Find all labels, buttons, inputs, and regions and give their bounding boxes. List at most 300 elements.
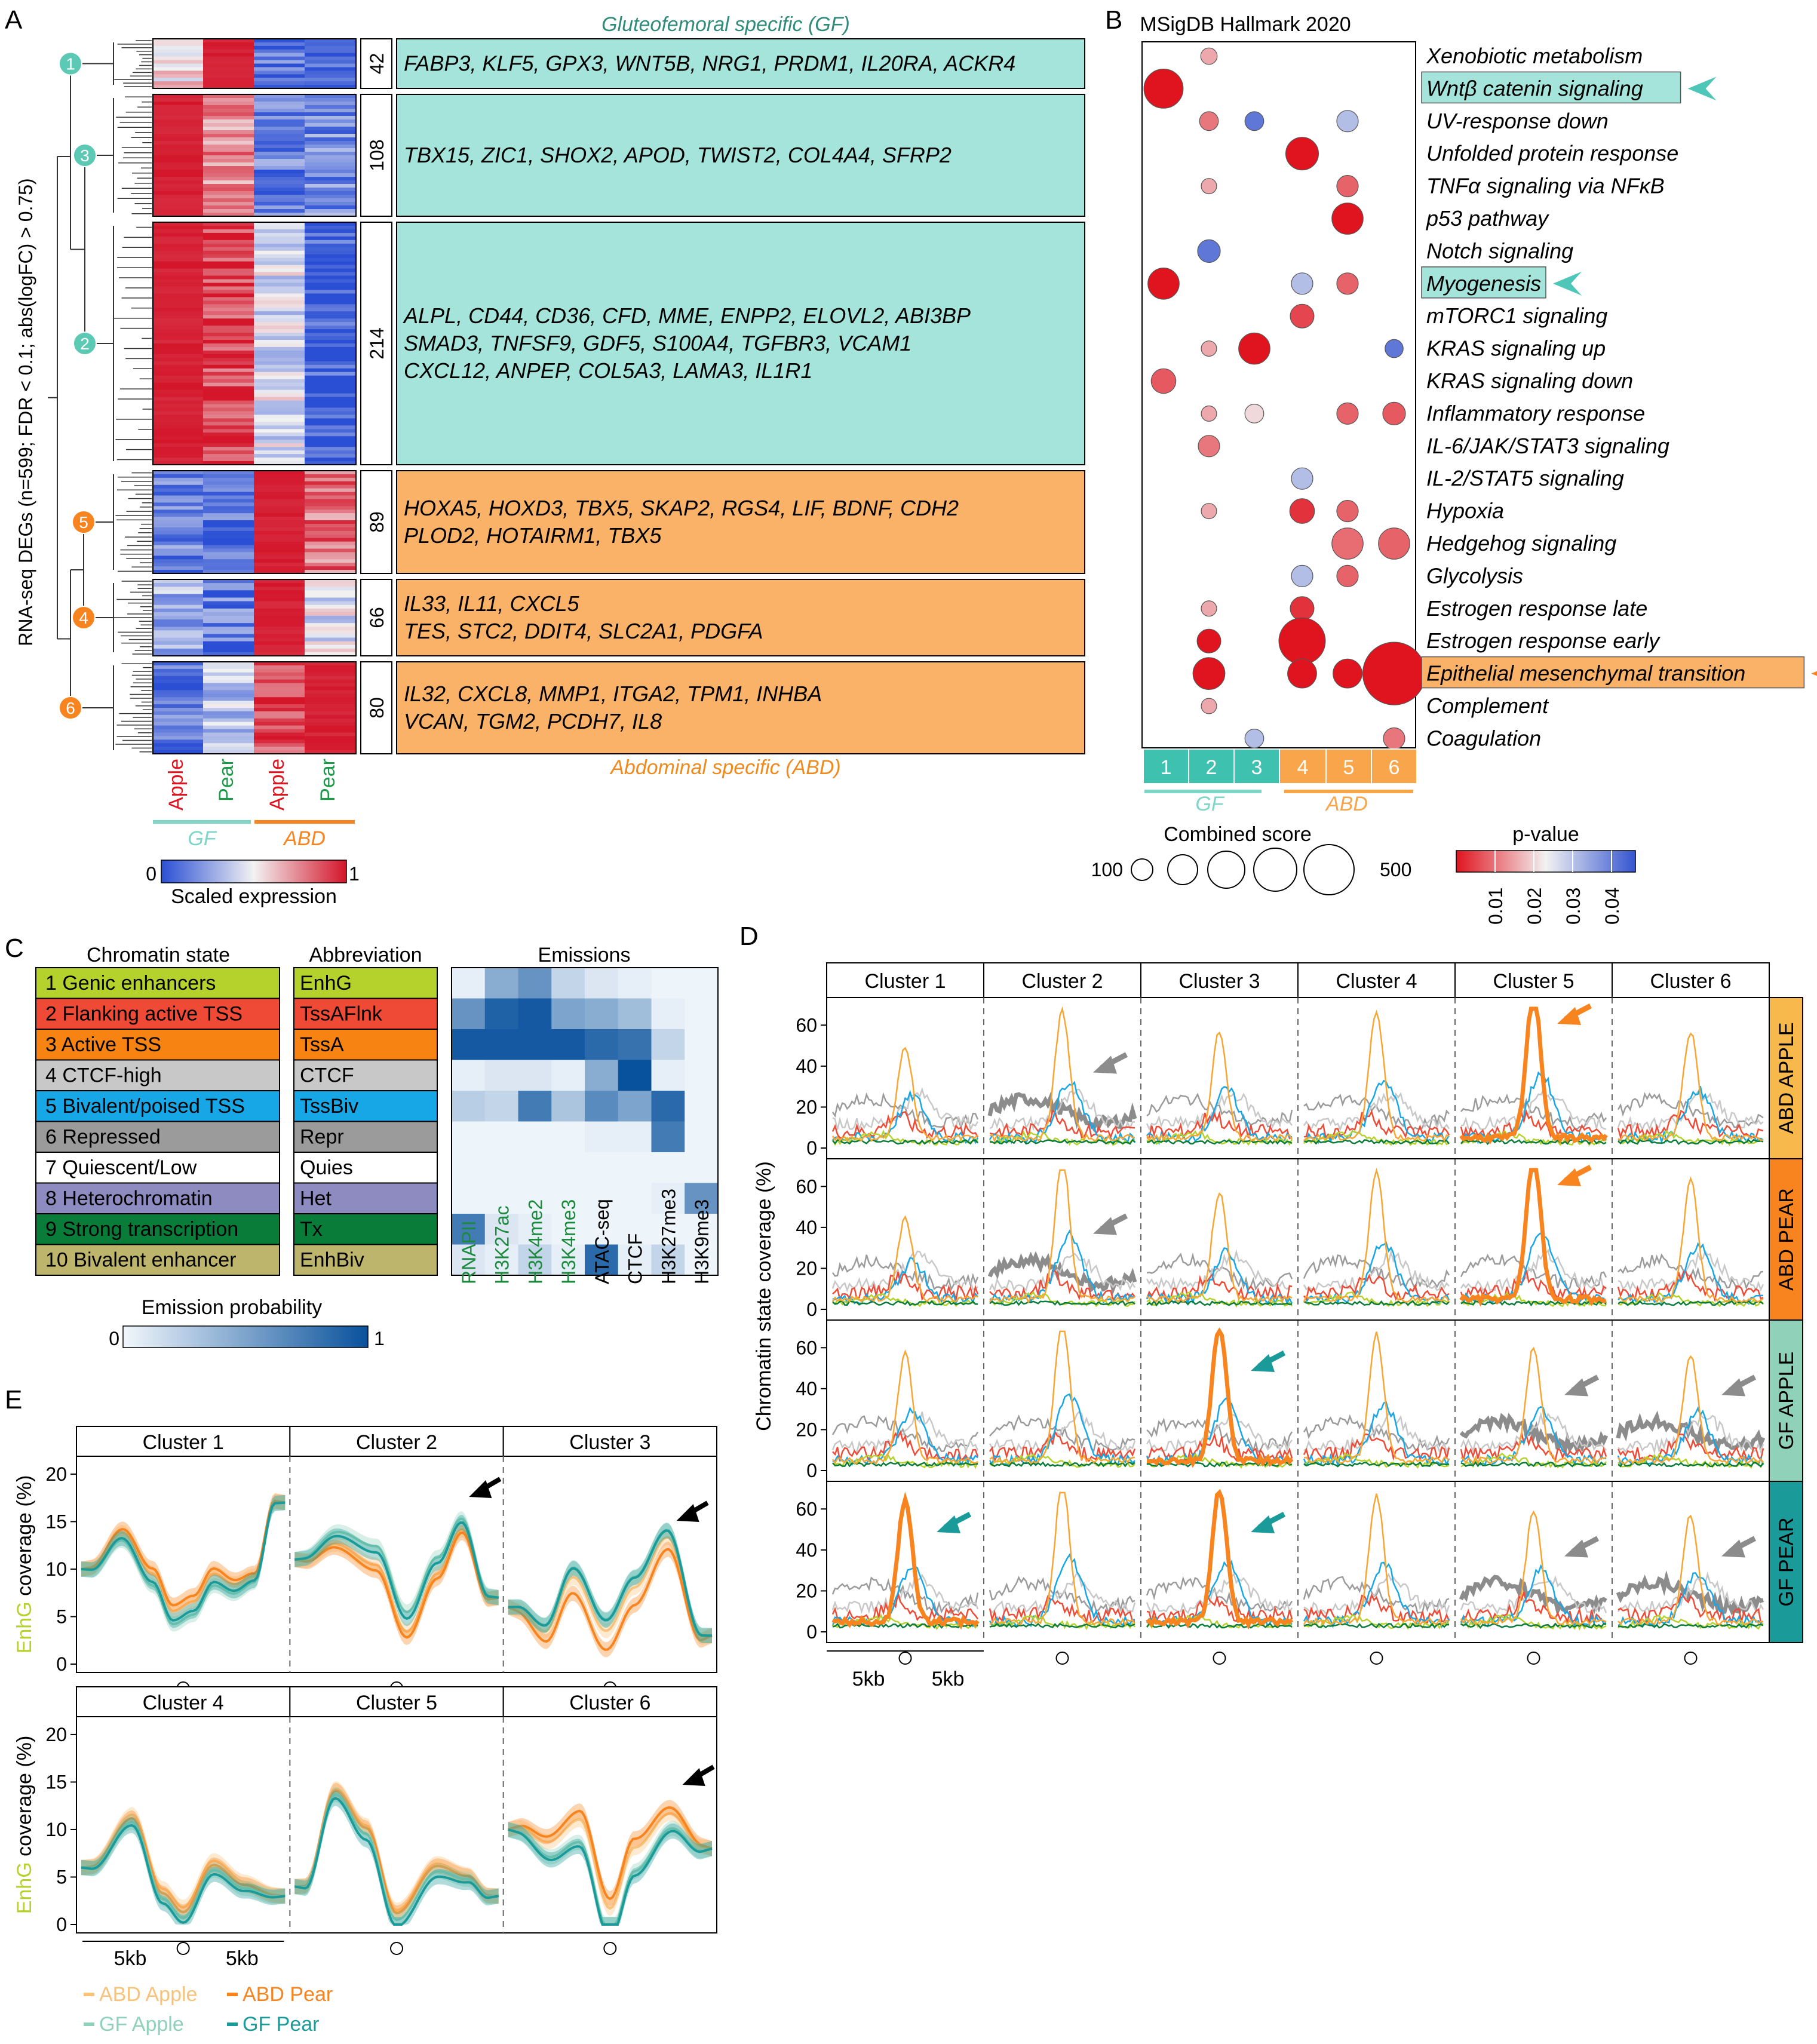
state-abbrev: TssBiv xyxy=(300,1095,359,1118)
heatmap-cell xyxy=(305,638,355,642)
heatmap-cell xyxy=(305,538,355,542)
heatmap-cell xyxy=(305,280,355,284)
heatmap-cell xyxy=(305,283,355,287)
heatmap-cell xyxy=(203,148,254,152)
heatmap-cell xyxy=(254,645,305,649)
coverage-line-ctcf xyxy=(990,1573,1135,1612)
panel-letter-d: D xyxy=(739,922,759,951)
heatmap-cell xyxy=(203,226,254,230)
heatmap-cell xyxy=(254,701,305,705)
heatmap-cell xyxy=(153,605,204,609)
heatmap-cell xyxy=(305,485,355,489)
heatmap-cell xyxy=(305,70,355,75)
heatmap-cell xyxy=(305,609,355,613)
heatmap-cell xyxy=(254,365,305,369)
heatmap-cell xyxy=(203,440,254,444)
emission-cell xyxy=(452,999,485,1030)
pathway-label: UV-response down xyxy=(1426,108,1609,133)
heatmap-cell xyxy=(153,340,204,344)
heatmap-cell xyxy=(203,545,254,550)
heatmap-cell xyxy=(305,286,355,290)
heatmap-cell xyxy=(203,173,254,177)
coverage-line-tssbiv xyxy=(1461,1566,1606,1626)
heatmap-cell xyxy=(305,429,355,433)
heatmap-cell xyxy=(203,510,254,514)
heatmap-cell xyxy=(305,112,355,116)
pathway-label: Complement xyxy=(1426,693,1549,718)
heatmap-cell xyxy=(254,739,305,744)
heatmap-cell xyxy=(254,559,305,563)
p-value-tick-label: 0.04 xyxy=(1601,887,1623,925)
heatmap-cell xyxy=(254,436,305,440)
heatmap-cell xyxy=(254,198,305,202)
emission-cell xyxy=(518,1060,552,1091)
heatmap-cell xyxy=(203,407,254,412)
cluster-header-label: Cluster 1 xyxy=(864,970,946,993)
heatmap-cell xyxy=(254,722,305,726)
heatmap-cell xyxy=(254,315,305,319)
heatmap-cell xyxy=(305,443,355,447)
heatmap-cell xyxy=(203,134,254,138)
heatmap-cell xyxy=(203,411,254,415)
cluster-header-label: Cluster 4 xyxy=(1336,970,1417,993)
heatmap-cell xyxy=(153,237,204,241)
enrichment-dot xyxy=(1363,642,1426,705)
pathway-label: TNFα signaling via NFκB xyxy=(1426,173,1665,198)
state-abbrev: Quies xyxy=(300,1156,353,1179)
heatmap-cell xyxy=(153,202,204,206)
state-abbrev: Tx xyxy=(300,1218,323,1241)
heatmap-cell xyxy=(254,159,305,163)
heatmap-cell xyxy=(203,123,254,127)
heatmap-cell xyxy=(153,422,204,426)
heatmap-cell xyxy=(254,638,305,642)
heatmap-cell xyxy=(254,415,305,419)
cluster-header-label: Cluster 2 xyxy=(1021,970,1103,993)
heatmap-cell xyxy=(203,481,254,486)
heatmap-cell xyxy=(254,597,305,601)
enrichment-dot xyxy=(1337,176,1358,197)
heatmap-cell xyxy=(305,623,355,627)
heatmap-cell xyxy=(254,697,305,701)
enrichment-dot xyxy=(1201,504,1217,519)
heatmap-cell xyxy=(203,616,254,620)
heatmap-cell xyxy=(203,701,254,705)
heatmap-cell xyxy=(153,722,204,726)
heatmap-cell xyxy=(203,686,254,690)
heatmap-cell xyxy=(153,46,204,50)
heatmap-cell xyxy=(153,74,204,78)
heatmap-cell xyxy=(203,322,254,326)
enrichment-dot xyxy=(1333,659,1362,688)
heatmap-cell xyxy=(153,78,204,82)
heatmap-cell xyxy=(305,743,355,747)
e-cluster-header-label: Cluster 3 xyxy=(569,1431,651,1454)
row-strip-label: GF APPLE xyxy=(1775,1351,1798,1450)
heatmap-cell xyxy=(153,736,204,740)
coverage-line-repr xyxy=(990,1094,1135,1128)
heatmap-cell xyxy=(203,432,254,437)
heatmap-cell xyxy=(153,563,204,567)
e-y-label-mark: EnhG xyxy=(13,1601,36,1654)
heatmap-cell xyxy=(254,594,305,598)
heatmap-cell xyxy=(203,209,254,213)
heatmap-cell xyxy=(203,60,254,65)
enrichment-dot xyxy=(1290,304,1314,328)
emission-max: 1 xyxy=(374,1328,385,1349)
heatmap-cell xyxy=(153,481,204,486)
heatmap-cell xyxy=(254,42,305,47)
heatmap-cell xyxy=(254,280,305,284)
heatmap-cell xyxy=(254,57,305,61)
emission-cell xyxy=(652,1152,685,1183)
e-y-label-rest: coverage (%) xyxy=(13,1475,36,1602)
heatmap-cell xyxy=(254,202,305,206)
gene-list-line: IL33, IL11, CXCL5 xyxy=(404,591,579,616)
pathway-label: KRAS signaling up xyxy=(1426,336,1606,361)
heatmap-cell xyxy=(254,340,305,344)
enrichment-dot xyxy=(1332,528,1363,559)
row-strip-label: GF PEAR xyxy=(1775,1517,1798,1607)
heatmap-cell xyxy=(153,542,204,546)
highlight-arrow xyxy=(1688,76,1717,100)
cluster-gene-boxes xyxy=(361,39,1085,754)
emission-cell xyxy=(685,1152,718,1183)
enrichment-dot xyxy=(1201,179,1217,194)
heatmap-cell xyxy=(203,283,254,287)
heatmap-cell xyxy=(254,336,305,340)
e-cluster-header-label: Cluster 5 xyxy=(355,1692,438,1714)
heatmap-cell xyxy=(305,506,355,510)
cluster-header-label: Cluster 5 xyxy=(1493,970,1574,993)
heatmap-cell xyxy=(203,98,254,102)
heatmap-cell xyxy=(153,502,204,507)
heatmap-cell xyxy=(203,152,254,156)
enrichment-dot xyxy=(1144,69,1183,109)
heatmap-cell xyxy=(254,429,305,433)
tss-marker xyxy=(1371,1652,1383,1664)
heatmap-cell xyxy=(153,454,204,458)
heatmap-cell xyxy=(254,747,305,751)
enrichment-dot xyxy=(1148,268,1179,299)
heatmap-cell xyxy=(305,329,355,333)
e-y-tick-label: 10 xyxy=(45,1558,67,1580)
heatmap-cell xyxy=(254,542,305,546)
heatmap-cell xyxy=(153,322,204,326)
pathway-label: Xenobiotic metabolism xyxy=(1426,44,1643,68)
cluster-node-number: 4 xyxy=(79,609,88,627)
coverage-line-ctcf xyxy=(1618,1251,1763,1291)
heatmap-cell xyxy=(254,293,305,297)
heatmap-cell xyxy=(203,520,254,524)
heatmap-cell xyxy=(305,159,355,163)
heatmap-cell xyxy=(153,566,204,570)
heatmap-cell xyxy=(203,538,254,542)
heatmap-cell xyxy=(153,686,204,690)
heatmap-cell xyxy=(153,57,204,61)
heatmap-cell xyxy=(153,506,204,510)
heatmap-cell xyxy=(153,630,204,634)
heatmap-cell xyxy=(153,134,204,138)
pathway-label: p53 pathway xyxy=(1426,206,1549,231)
cluster-count: 80 xyxy=(366,697,388,719)
state-name: 3 Active TSS xyxy=(45,1033,162,1056)
heatmap-cell xyxy=(305,690,355,694)
heatmap-cell xyxy=(305,240,355,244)
heatmap-cell xyxy=(203,166,254,170)
heatmap-cell xyxy=(203,315,254,319)
pathway-label: Wntβ catenin signaling xyxy=(1426,76,1643,101)
panel-letter-e: E xyxy=(5,1385,23,1414)
heatmap-cell xyxy=(305,499,355,503)
emission-cell xyxy=(518,1091,552,1122)
heatmap-cell xyxy=(203,605,254,609)
legend-label: ABD Apple xyxy=(99,1983,198,2006)
heatmap-cell xyxy=(305,254,355,259)
panel-b-title: MSigDB Hallmark 2020 xyxy=(1140,13,1351,36)
e-cluster-header-label: Cluster 4 xyxy=(142,1692,224,1714)
heatmap-cell xyxy=(203,747,254,751)
heatmap-cell xyxy=(254,673,305,677)
coverage-line-repr xyxy=(1304,1416,1449,1450)
heatmap-cell xyxy=(203,739,254,744)
emission-cell xyxy=(452,1060,485,1091)
heatmap-cell xyxy=(203,78,254,82)
heatmap-cell xyxy=(203,619,254,624)
heatmap-cell xyxy=(153,645,204,649)
heatmap-cell xyxy=(254,64,305,68)
emission-cell xyxy=(551,999,585,1030)
heatmap-cell xyxy=(254,386,305,391)
heatmap-cell xyxy=(305,627,355,631)
expression-heatmap xyxy=(153,39,356,754)
enhg-confidence-band xyxy=(294,1783,498,1921)
heatmap-cell xyxy=(305,496,355,500)
legend-swatch xyxy=(227,2022,238,2026)
heatmap-cell xyxy=(254,188,305,192)
y-tick-label: 20 xyxy=(796,1580,817,1602)
heatmap-cell xyxy=(153,411,204,415)
abd-group-bar xyxy=(254,820,355,824)
cluster-count: 42 xyxy=(366,53,388,75)
cluster-count: 108 xyxy=(366,139,388,171)
heatmap-cell xyxy=(153,676,204,680)
heatmap-cell xyxy=(153,524,204,528)
heatmap-cell xyxy=(153,369,204,373)
emission-cell xyxy=(685,1060,718,1091)
heatmap-cell xyxy=(254,209,305,213)
heatmap-cell xyxy=(254,276,305,280)
heatmap-cell xyxy=(153,394,204,398)
heatmap-cell xyxy=(305,383,355,387)
heatmap-cell xyxy=(305,425,355,429)
emission-legend-title: Emission probability xyxy=(141,1296,323,1319)
heatmap-cell xyxy=(254,563,305,567)
enrichment-dot xyxy=(1245,112,1264,131)
heatmap-cell xyxy=(305,137,355,142)
heatmap-cell xyxy=(203,177,254,181)
heatmap-cell xyxy=(153,372,204,376)
enrichment-dot xyxy=(1286,137,1319,170)
heatmap-cell xyxy=(203,502,254,507)
heatmap-cell xyxy=(153,81,204,85)
heatmap-cell xyxy=(305,184,355,188)
heatmap-cell xyxy=(254,404,305,409)
heatmap-cell xyxy=(254,166,305,170)
heatmap-cell xyxy=(153,177,204,181)
heatmap-cell xyxy=(153,386,204,391)
heatmap-cell xyxy=(153,123,204,127)
gf-group-label: GF xyxy=(188,827,216,850)
heatmap-cell xyxy=(153,376,204,380)
heatmap-cell xyxy=(153,397,204,401)
heatmap-cell xyxy=(305,251,355,255)
heatmap-cell xyxy=(305,436,355,440)
emission-cell xyxy=(551,1122,585,1153)
heatmap-cell xyxy=(153,587,204,591)
heatmap-cell xyxy=(203,492,254,496)
heatmap-cell xyxy=(305,67,355,71)
pathway-label: Myogenesis xyxy=(1426,271,1542,296)
heatmap-cell xyxy=(305,191,355,195)
heatmap-cell xyxy=(203,638,254,642)
heatmap-cell xyxy=(203,46,254,50)
cluster-column-label: 2 xyxy=(1205,756,1217,779)
enrichment-dot xyxy=(1337,501,1358,522)
state-abbrev: CTCF xyxy=(300,1064,354,1087)
heatmap-cell xyxy=(203,422,254,426)
heatmap-cell xyxy=(153,478,204,482)
heatmap-cell xyxy=(153,496,204,500)
enrichment-dot xyxy=(1201,406,1217,422)
pathway-label: Epithelial mesenchymal transition xyxy=(1426,661,1746,686)
heatmap-cell xyxy=(254,443,305,447)
heatmap-cell xyxy=(305,566,355,570)
emission-cell xyxy=(618,1152,652,1183)
heatmap-cell xyxy=(254,496,305,500)
heatmap-cell xyxy=(305,177,355,181)
heatmap-cell xyxy=(305,545,355,550)
heatmap-cell xyxy=(203,202,254,206)
emission-cell xyxy=(485,1122,518,1153)
emission-cell xyxy=(618,1122,652,1153)
heatmap-cell xyxy=(305,683,355,688)
heatmap-cell xyxy=(203,563,254,567)
legend-swatch xyxy=(227,1993,238,1996)
heatmap-cell xyxy=(305,180,355,185)
heatmap-cell xyxy=(203,513,254,517)
heatmap-cell xyxy=(203,42,254,47)
heatmap-cell xyxy=(305,693,355,698)
e-scale-right: 5kb xyxy=(225,1947,259,1970)
coverage-line-tssaflnk xyxy=(990,1110,1135,1137)
tss-marker xyxy=(177,1942,189,1954)
heatmap-cell xyxy=(153,162,204,167)
enrichment-dot xyxy=(1379,528,1410,559)
heatmap-cell xyxy=(153,240,204,244)
heatmap-cell xyxy=(153,354,204,358)
y-tick-label: 20 xyxy=(796,1257,817,1279)
heatmap-cell xyxy=(254,361,305,366)
p-value-legend xyxy=(1456,823,1635,925)
size-legend-circle xyxy=(1254,848,1297,891)
enrichment-dot xyxy=(1383,728,1405,749)
heatmap-cell xyxy=(305,258,355,262)
heatmap-cell xyxy=(153,623,204,627)
heatmap-cell xyxy=(305,517,355,521)
heatmap-cell xyxy=(203,119,254,124)
heatmap-cell xyxy=(254,251,305,255)
enrichment-dot xyxy=(1201,698,1217,714)
emission-cell xyxy=(518,1122,552,1153)
heatmap-cell xyxy=(254,379,305,383)
heatmap-cell xyxy=(305,105,355,109)
heatmap-cell xyxy=(153,616,204,620)
heatmap-cell xyxy=(203,180,254,185)
heatmap-cell xyxy=(203,719,254,723)
e-cluster-header-label: Cluster 2 xyxy=(355,1431,438,1454)
heatmap-cell xyxy=(203,729,254,733)
heatmap-cell xyxy=(203,590,254,594)
e-arrow-head xyxy=(683,1768,705,1786)
emission-cell xyxy=(585,968,618,999)
heatmap-cell xyxy=(153,726,204,730)
coverage-grid xyxy=(796,963,1803,1690)
heatmap-cell xyxy=(254,601,305,606)
heatmap-cell xyxy=(153,390,204,394)
heatmap-cell xyxy=(153,326,204,330)
heatmap-cell xyxy=(153,492,204,496)
heatmap-cell xyxy=(254,358,305,362)
combined-score-legend xyxy=(1091,823,1412,895)
heatmap-cell xyxy=(153,649,204,653)
enrichment-dot xyxy=(1201,601,1217,616)
heatmap-cell xyxy=(305,60,355,65)
heatmap-cell xyxy=(254,609,305,613)
state-abbrev: TssA xyxy=(300,1033,344,1056)
heatmap-cell xyxy=(305,272,355,277)
coverage-line-tssa xyxy=(833,1499,978,1625)
heatmap-cell xyxy=(254,191,305,195)
heatmap-cell xyxy=(153,247,204,251)
heatmap-cell xyxy=(153,173,204,177)
heatmap-cell xyxy=(254,148,305,152)
heatmap-cell xyxy=(153,447,204,451)
heatmap-cell xyxy=(203,205,254,210)
heatmap-column-labels xyxy=(153,759,355,850)
heatmap-cell xyxy=(254,729,305,733)
color-legend-title: p-value xyxy=(1512,823,1579,846)
gene-list-line: FABP3, KLF5, GPX3, WNT5B, NRG1, PRDM1, IL20RA, ACKR4 xyxy=(404,51,1016,76)
heatmap-cell xyxy=(305,155,355,159)
e-y-tick-label: 5 xyxy=(56,1866,67,1888)
heatmap-cell xyxy=(305,732,355,736)
e-y-tick-label: 20 xyxy=(45,1723,67,1745)
scaled-expression-legend xyxy=(146,860,360,908)
heatmap-cell xyxy=(254,286,305,290)
emission-cell xyxy=(618,1183,652,1214)
heatmap-cell xyxy=(153,708,204,712)
heatmap-cell xyxy=(305,290,355,294)
heatmap-cell xyxy=(305,237,355,241)
heatmap-cell xyxy=(153,343,204,348)
heatmap-cell xyxy=(153,286,204,290)
emission-mark-label: RNAPII xyxy=(458,1220,480,1284)
heatmap-cell xyxy=(305,597,355,601)
heatmap-cell xyxy=(203,527,254,532)
p-value-tick-label: 0.03 xyxy=(1563,887,1584,925)
heatmap-cell xyxy=(254,432,305,437)
